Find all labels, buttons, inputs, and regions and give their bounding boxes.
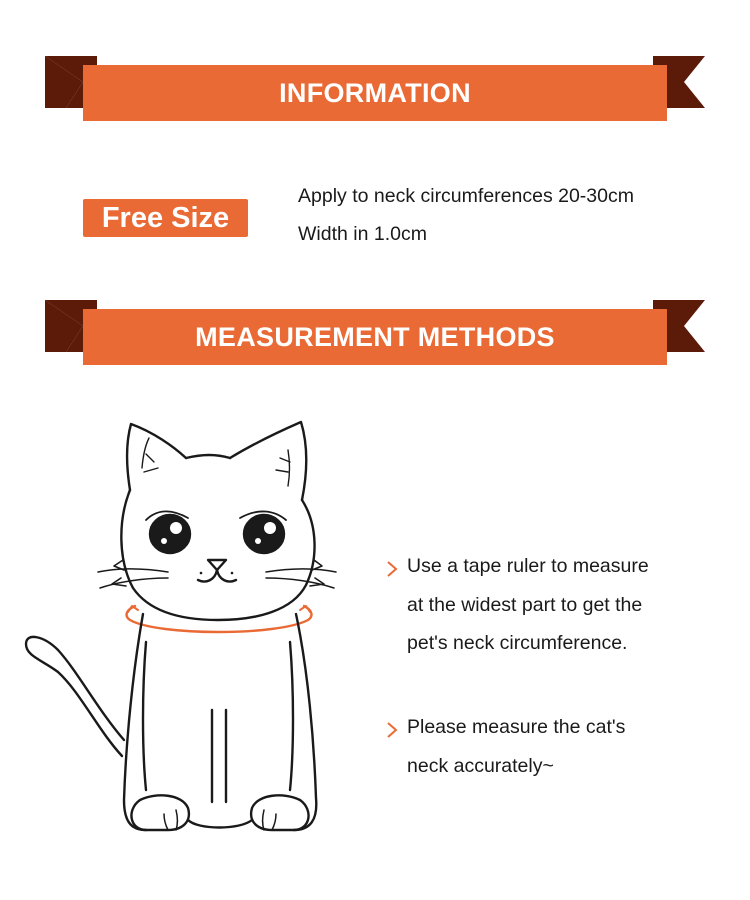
tip-text: neck accurately~ [407,754,554,777]
section-title-information: INFORMATION [279,77,471,108]
tip-text: Use a tape ruler to measure [407,555,649,577]
information-banner [0,56,750,126]
neck-circumference-text: Apply to neck circumferences 20-30cm [298,185,634,207]
tip-measure-widest [386,555,716,671]
measurement-banner [0,300,750,370]
tip-text: pet's neck circumference. [407,632,628,654]
free-size-badge: Free Size [83,199,248,237]
tip-text: at the widest part to get the [407,593,643,616]
tip-text: Please measure the cat's [407,716,626,738]
cat-illustration [18,410,338,845]
tip-measure-accurately [386,716,716,793]
chevron-right-icon [386,561,398,577]
section-title-measurement: MEASUREMENT METHODS [195,321,555,352]
chevron-right-icon [386,722,398,738]
width-text: Width in 1.0cm [298,223,427,245]
